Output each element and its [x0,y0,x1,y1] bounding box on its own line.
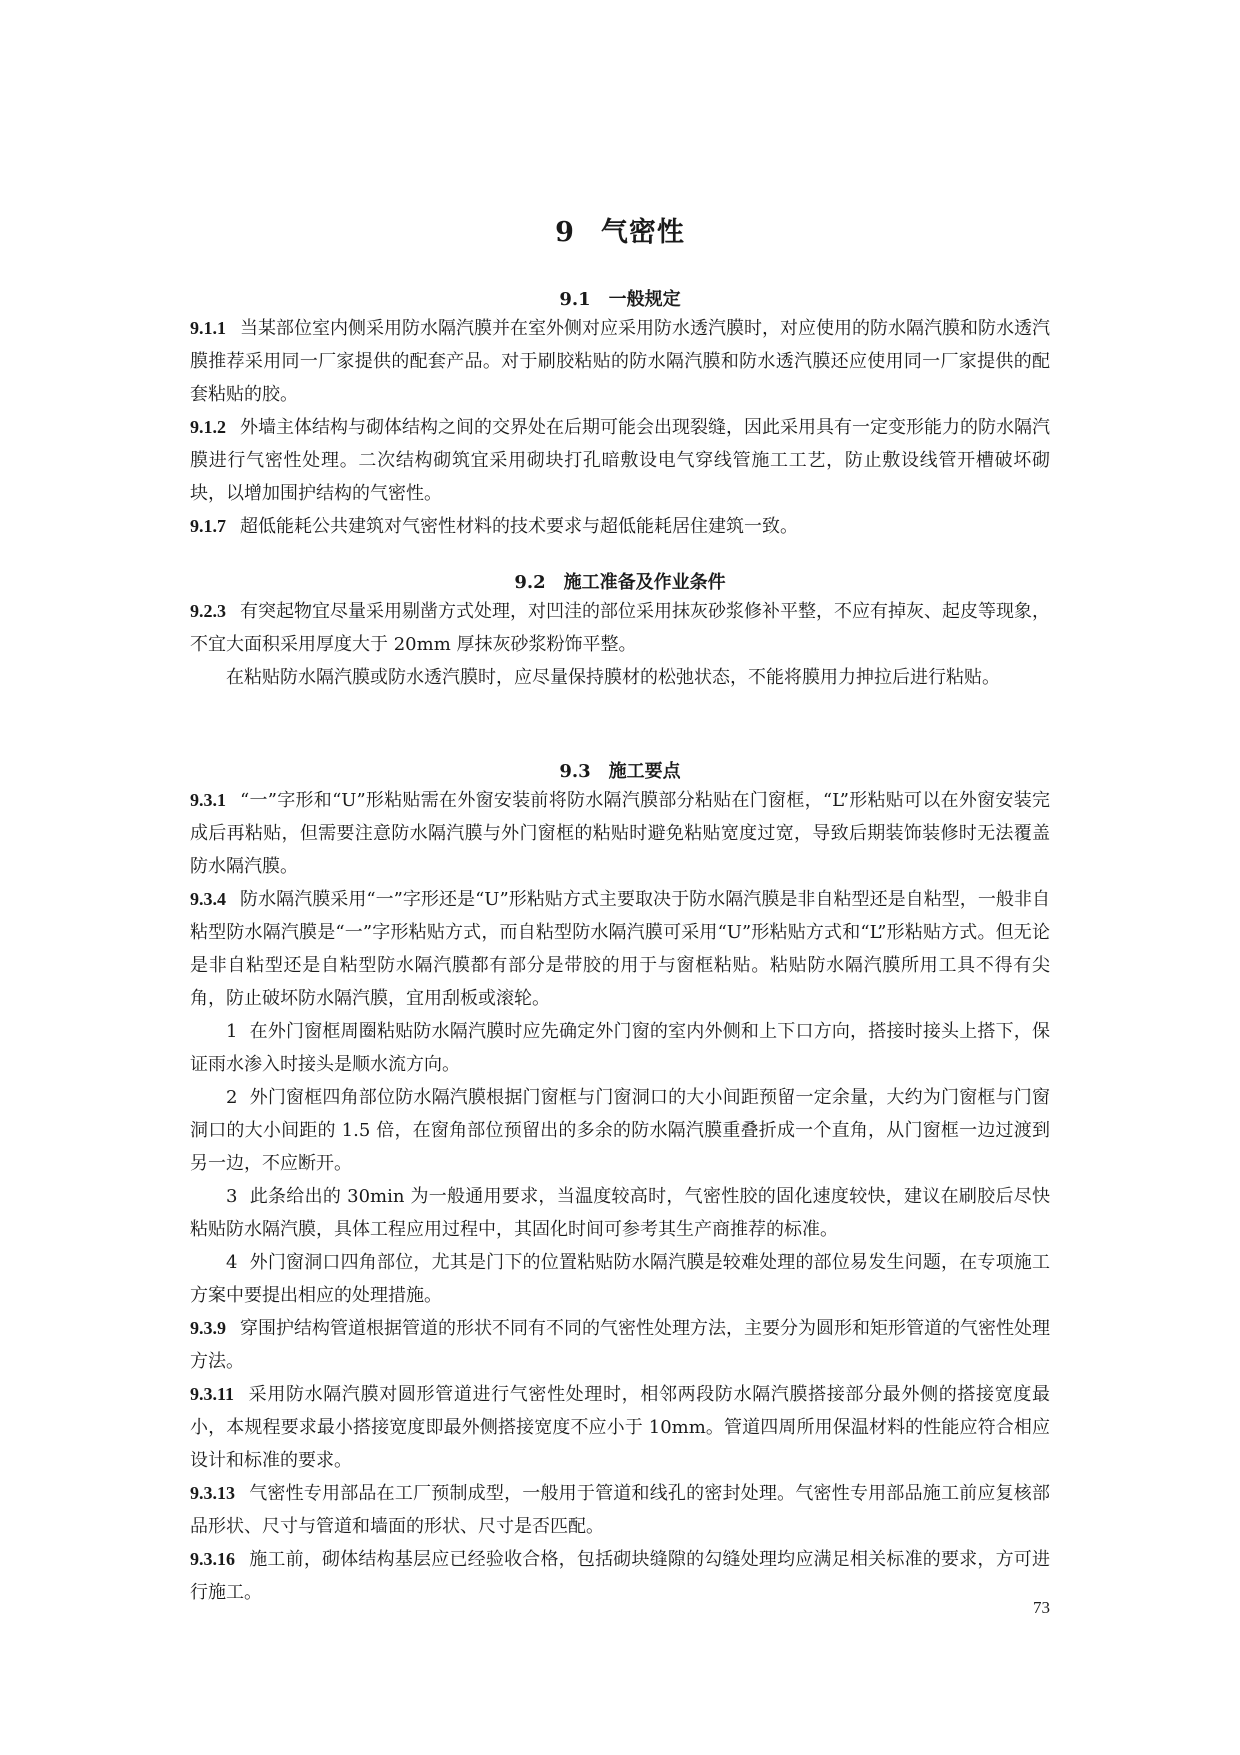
item-number: 3 [226,1186,238,1207]
chapter-number: 9 [555,217,575,248]
clause-9-3-16 [190,1543,1050,1609]
clause-text: 采用防水隔汽膜对圆形管道进行气密性处理时，相邻两段防水隔汽膜搭接部分最外侧的搭接宽度最小，本规程要求最小搭接宽度即最外侧搭接宽度不应小于 10mm。管道四周所用保温材料的性能应符合相应设计和标准的要求。 [190,1384,1050,1471]
clause-text: 防水隔汽膜采用“一”字形还是“U”形粘贴方式主要取决于防水隔汽膜是非自粘型还是自粘型，一般非自粘型防水隔汽膜是“一”字形粘贴方式，而自粘型防水隔汽膜可采用“U”形粘贴方式和“L”形粘贴方式。但无论是非自粘型还是自粘型防水隔汽膜都有部分是带胶的用于与窗框粘贴。粘贴防水隔汽膜所用工具不得有尖角，防止破坏防水隔汽膜，宜用刮板或滚轮。 [190,889,1050,1009]
clause-number: 9.1.2 [190,417,226,437]
clause-number: 9.1.7 [190,516,226,536]
section-number: 9.2 [514,572,546,593]
item-text: 在外门窗框周圈粘贴防水隔汽膜时应先确定外门窗的室内外侧和上下口方向，搭接时接头上搭下，保证雨水渗入时接头是顺水流方向。 [190,1021,1050,1075]
clause-9-3-13 [190,1477,1050,1543]
list-item-1 [190,1015,1050,1081]
clause-text: 有突起物宜尽量采用剔凿方式处理，对凹洼的部位采用抹灰砂浆修补平整，不应有掉灰、起皮等现象，不宜大面积采用厚度大于 20mm 厚抹灰砂浆粉饰平整。 [190,601,1050,655]
list-item-3 [190,1180,1050,1246]
section-body-9-1 [190,312,1050,543]
item-text: 外门窗框四角部位防水隔汽膜根据门窗框与门窗洞口的大小间距预留一定余量，大约为门窗框与门窗洞口的大小间距的 1.5 倍，在窗角部位预留出的多余的防水隔汽膜重叠折成一个直角，从门窗框一边过渡到另一边，不应断开。 [190,1087,1050,1174]
clause-number: 9.3.16 [190,1549,235,1569]
item-text: 此条给出的 30min 为一般通用要求，当温度较高时，气密性胶的固化速度较快，建议在刷胶后尽快粘贴防水隔汽膜，具体工程应用过程中，其固化时间可参考其生产商推荐的标准。 [190,1186,1050,1240]
clause-9-1-2 [190,411,1050,510]
clause-text: 超低能耗公共建筑对气密性材料的技术要求与超低能耗居住建筑一致。 [240,516,798,537]
clause-9-2-3 [190,595,1050,661]
clause-number: 9.3.9 [190,1318,226,1338]
section-title-text: 施工要点 [608,761,681,782]
item-text: 外门窗洞口四角部位，尤其是门下的位置粘贴防水隔汽膜是较难处理的部位易发生问题，在专项施工方案中要提出相应的处理措施。 [190,1252,1050,1306]
clause-9-3-9 [190,1312,1050,1378]
section-number: 9.1 [559,289,591,310]
clause-number: 9.1.1 [190,318,226,338]
chapter-title-text: 气密性 [600,217,685,248]
clause-text: 穿围护结构管道根据管道的形状不同有不同的气密性处理方法，主要分为圆形和矩形管道的气密性处理方法。 [190,1318,1050,1372]
section-body-9-2 [190,595,1050,694]
section-title-9-2 [0,568,1240,594]
clause-text: 当某部位室内侧采用防水隔汽膜并在室外侧对应采用防水透汽膜时，对应使用的防水隔汽膜和防水透汽膜推荐采用同一厂家提供的配套产品。对于刷胶粘贴的防水隔汽膜和防水透汽膜还应使用同一厂家提供的配套粘贴的胶。 [190,318,1050,405]
item-number: 2 [226,1087,238,1108]
clause-text: 气密性专用部品在工厂预制成型，一般用于管道和线孔的密封处理。气密性专用部品施工前应复核部品形状、尺寸与管道和墙面的形状、尺寸是否匹配。 [190,1483,1050,1537]
clause-number: 9.3.4 [190,889,226,909]
clause-text: 外墙主体结构与砌体结构之间的交界处在后期可能会出现裂缝，因此采用具有一定变形能力的防水隔汽膜进行气密性处理。二次结构砌筑宜采用砌块打孔暗敷设电气穿线管施工工艺，防止敷设线管开槽破坏砌块，以增加围护结构的气密性。 [190,417,1050,504]
list-item-4 [190,1246,1050,1312]
section-title-text: 施工准备及作业条件 [563,572,726,593]
page-number: 73 [1033,1598,1050,1617]
clause-9-3-11 [190,1378,1050,1477]
clause-9-1-7 [190,510,1050,543]
section-title-text: 一般规定 [608,289,681,310]
clause-text: 施工前，砌体结构基层应已经验收合格，包括砌块缝隙的勾缝处理均应满足相关标准的要求，方可进行施工。 [190,1549,1050,1603]
list-item-2 [190,1081,1050,1180]
section-title-9-1 [0,285,1240,311]
item-number: 1 [226,1021,238,1042]
clause-9-1-1 [190,312,1050,411]
clause-number: 9.3.13 [190,1483,235,1503]
clause-text: “一”字形和“U”形粘贴需在外窗安装前将防水隔汽膜部分粘贴在门窗框，“L”形粘贴可以在外窗安装完成后再粘贴，但需要注意防水隔汽膜与外门窗框的粘贴时避免粘贴宽度过宽，导致后期装饰装修时无法覆盖防水隔汽膜。 [190,790,1050,877]
section-number: 9.3 [559,761,591,782]
clause-number: 9.3.1 [190,790,226,810]
clause-9-3-4 [190,883,1050,1015]
paragraph: 在粘贴防水隔汽膜或防水透汽膜时，应尽量保持膜材的松弛状态，不能将膜用力抻拉后进行粘贴。 [226,667,1000,688]
clause-number: 9.3.11 [190,1384,235,1404]
section-title-9-3 [0,757,1240,783]
item-number: 4 [226,1252,238,1273]
clause-9-3-1 [190,784,1050,883]
chapter-title [0,210,1240,249]
section-body-9-3 [190,784,1050,1609]
clause-number: 9.2.3 [190,601,226,621]
